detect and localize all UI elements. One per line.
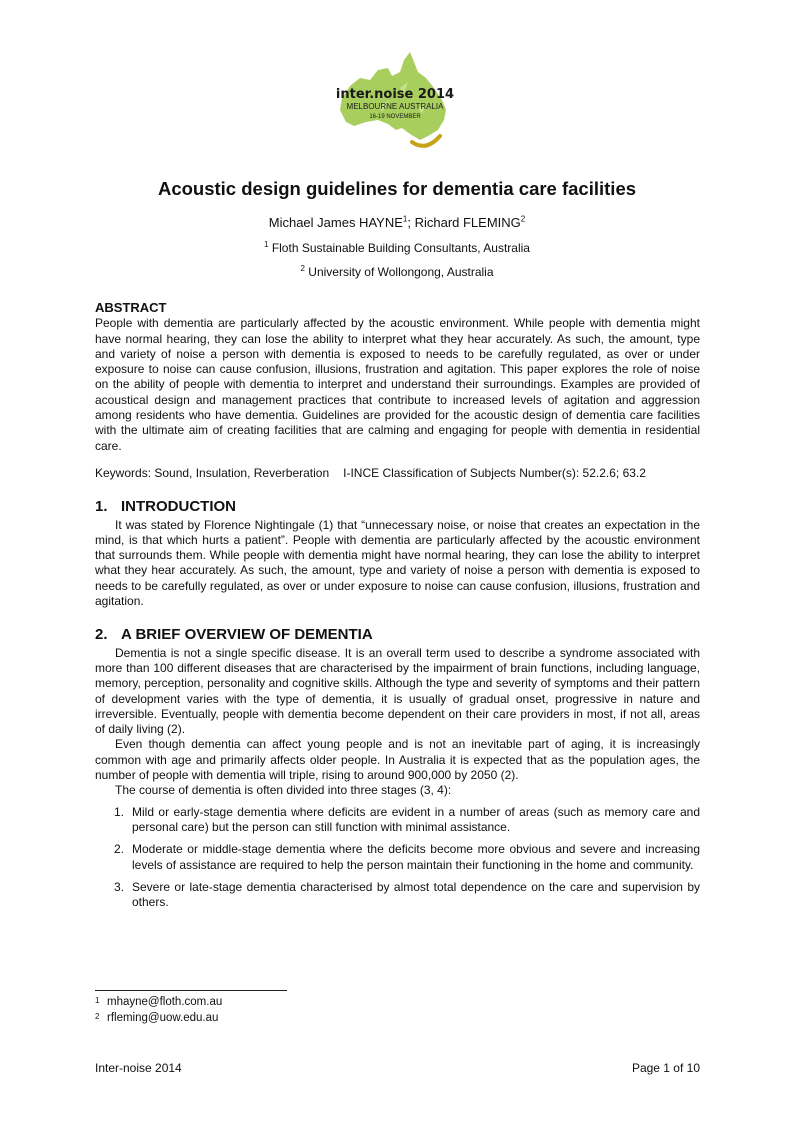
- footnote-2-mark: 2: [95, 1012, 100, 1021]
- author-2-mark: 2: [520, 214, 526, 224]
- section-2-number: 2.: [95, 626, 108, 644]
- affiliation-2-mark: 2: [300, 264, 305, 273]
- footer-conference: Inter-noise 2014: [95, 1061, 182, 1075]
- footnote-divider: [95, 990, 287, 991]
- section-2-paragraph-1: Dementia is not a single specific disease. It is an overall term used to describe a syndrome associated with more than 100 different diseases that are characterised by the impairment of brain functions, including language, memory, perception, personality and cognitive skills. Although the type and severity of symptoms and their pattern of development varies with the type of dementia, it is usually of gradual onset, progressive in nature and irreversible. Eventually, people with dementia become dependent on their care providers in most, if not all, areas of daily living (2).: [95, 645, 700, 737]
- classification-text: I-INCE Classification of Subjects Number(s): 52.2.6; 63.2: [343, 465, 646, 480]
- list-item-text: Moderate or middle-stage dementia where the deficits become more obvious and severe and increasing levels of assistance are required to help the person maintain their functioning in the home and community.: [132, 842, 700, 872]
- list-item: [95, 842, 700, 873]
- paper-title: Acoustic design guidelines for dementia care facilities: [157, 178, 637, 199]
- abstract-text: People with dementia are particularly affected by the acoustic environment. While people with dementia might have normal hearing, they can lose the ability to interpret what they hear accurately. As such, the amount, type and variety of noise a person with dementia is exposed to needs to be carefully regulated, as over or under exposure to noise can cause confusion, illusions, frustration and agitation. This paper explores the role of noise on the ability of people with dementia to interpret and understand their surroundings. Examples are provided of acoustical design and management practices that contribute to increased levels of agitation and aggression among residents who have dementia. Guidelines are provided for the acoustic design of dementia care facilities with the ultimate aim of creating facilities that are calming and engaging for people with dementia in residential care.: [95, 316, 700, 453]
- logo-line3: 16-19 NOVEMBER: [369, 114, 421, 120]
- affiliation-1-text: Floth Sustainable Building Consultants, Australia: [271, 241, 530, 255]
- list-item-number: 1.: [114, 804, 125, 819]
- footnote-2-email[interactable]: rfleming@uow.edu.au: [107, 1012, 219, 1024]
- footnote-1: [95, 996, 222, 1008]
- author-line: [0, 215, 794, 230]
- section-2-title: A BRIEF OVERVIEW OF DEMENTIA: [121, 626, 373, 644]
- section-1-number: 1.: [95, 498, 108, 516]
- keywords-text: Keywords: Sound, Insulation, Reverberation: [95, 465, 330, 480]
- affiliation-1-mark: 1: [264, 240, 269, 249]
- section-2-paragraph-2: Even though dementia can affect young people and is not an inevitable part of aging, it is increasingly common with age and primarily affects older people. In Australia it is expected that as the population ages, the number of people with dementia will triple, rising to around 900,000 by 2050 (2).: [95, 737, 700, 783]
- affiliation-2-text: University of Wollongong, Australia: [308, 265, 494, 279]
- author-2: Richard FLEMING: [414, 215, 521, 230]
- abstract-heading: ABSTRACT: [95, 300, 167, 315]
- footnote-2: [95, 1012, 218, 1024]
- list-item-text: Mild or early-stage dementia where deficits are evident in a number of areas (such as memory care and personal care) but the person can still function with minimal assistance.: [132, 804, 700, 834]
- footnote-1-email[interactable]: mhayne@floth.com.au: [107, 996, 223, 1008]
- australia-map-logo: [330, 48, 460, 160]
- dementia-stages-list: [95, 805, 700, 911]
- conference-logo: [330, 48, 460, 160]
- affiliation-1: [0, 241, 794, 255]
- section-2-paragraph-3: The course of dementia is often divided into three stages (3, 4):: [115, 783, 452, 798]
- logo-line2: MELBOURNE AUSTRALIA: [346, 102, 444, 111]
- footnote-1-mark: 1: [95, 996, 100, 1005]
- section-1-title: INTRODUCTION: [121, 498, 236, 516]
- list-item: [95, 880, 700, 911]
- list-item-text: Severe or late-stage dementia characterised by almost total dependence on the care and supervision by others.: [132, 879, 700, 910]
- author-1-mark: 1: [402, 214, 408, 224]
- section-2-heading: [95, 627, 700, 642]
- affiliation-2: [0, 265, 794, 279]
- list-item: [95, 805, 700, 836]
- keywords-line: [95, 466, 700, 481]
- author-1: Michael James HAYNE: [268, 215, 403, 230]
- list-item-number: 3.: [114, 879, 125, 894]
- section-1-paragraph: It was stated by Florence Nightingale (1) that “unnecessary noise, or noise that creates an expectation in the mind, is that which hurts a patient”. People with dementia are particularly affected by the acoustic environment that surrounds them. While people with dementia might have normal hearing, they can lose the ability to interpret what they hear accurately. As such, the amount, type and variety of noise a person with dementia is exposed to needs to be carefully regulated, as over or under exposure to noise can cause confusion, illusions, frustration and agitation.: [95, 517, 700, 609]
- footer-page-number: Page 1 of 10: [631, 1061, 700, 1075]
- main-content: [95, 300, 700, 917]
- logo-line1: inter.noise 2014: [335, 87, 455, 102]
- author-separator: ;: [407, 215, 415, 230]
- list-item-number: 2.: [114, 842, 125, 857]
- section-1-heading: [95, 499, 700, 514]
